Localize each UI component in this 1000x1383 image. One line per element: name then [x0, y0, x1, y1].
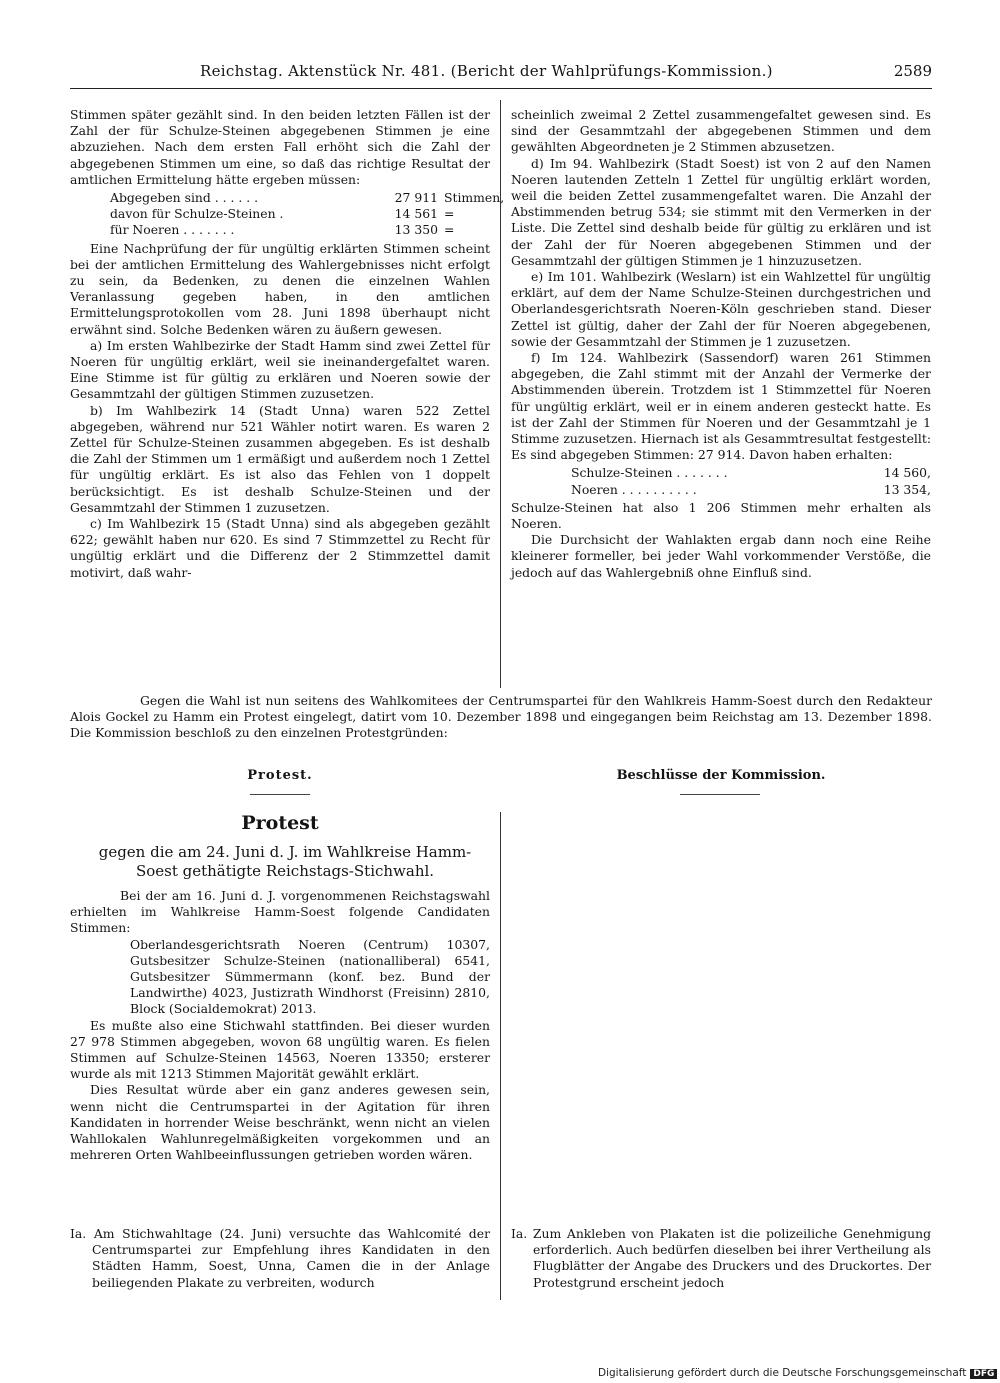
- commission-item-ia: Ia. Zum Ankleben von Plakaten ist die polizeiliche Genehmigung erforderlich. Auch bedürfen dieselben bei ihrer Vertheilung als Flugblätter der Angabe des Druckers und des Druckortes. Der Protestgrund erscheint jedoch: [511, 1226, 931, 1290]
- protest-heading: Protest.: [247, 768, 313, 783]
- paragraph: Die Durchsicht der Wahlakten ergab dann noch eine Reihe kleinerer formeller, bei jeder Wahl vorkommender Verstöße, die jedoch auf das Wahlergebniß ohne Einfluß sind.: [511, 532, 931, 580]
- paragraph: Es mußte also eine Stichwahl stattfinden. Bei dieser wurden 27 978 Stimmen abgegeben, wovon 68 ungültig waren. Es fielen Stimmen auf Schulze-Steinen 14563, Noeren 13350; ersterer wurde als mit 1213 Stimmen Majorität gewählt erklärt.: [70, 1017, 490, 1082]
- divider: [250, 794, 310, 795]
- table-row: Abgegeben sind . . . . . . 27 911 Stimmen,: [110, 190, 505, 206]
- table-row: Noeren . . . . . . . . . . 13 354,: [571, 481, 931, 497]
- protest-body: [70, 888, 490, 1163]
- divider: [680, 794, 760, 795]
- result-table: [571, 465, 931, 497]
- header-rule: [70, 88, 932, 89]
- page-header: [70, 62, 932, 88]
- column-divider: [500, 812, 501, 1300]
- commission-heading: Beschlüsse der Kommission.: [616, 768, 826, 783]
- table-row: davon für Schulze-Steinen . 14 561 =: [110, 206, 455, 222]
- full-width-paragraph: Gegen die Wahl ist nun seitens des Wahlkomitees der Centrumspartei für den Wahlkreis Hamm-Soest durch den Redakteur Alois Gockel zu Hamm ein Protest eingelegt, datirt vom 10. Dezember 1898 und eingegangen beim Reichstag am 13. Dezember 1898. Die Kommission beschloß zu den einzelnen Protestgründen:: [70, 693, 932, 741]
- running-title: Reichstag. Aktenstück Nr. 481. (Bericht der Wahlprüfungs-Kommission.): [200, 62, 773, 80]
- column-divider: [500, 100, 501, 688]
- paragraph: Bei der am 16. Juni d. J. vorgenommenen Reichstagswahl erhielten im Wahlkreise Hamm-Soest folgende Candidaten Stimmen:: [70, 888, 490, 936]
- item-f: f) Im 124. Wahlbezirk (Sassendorf) waren 261 Stimmen abgegeben, die Zahl stimmt mit der Anzahl der Vermerke der Abstimmenden überein. Trotzdem ist 1 Stimmzettel für Noeren für ungültig erklärt, weil er in einem anderen gesteckt hatte. Es ist der Zahl der Stimmen für Noeren und der Gesammtzahl je 1 Stimme zuzusetzen. Hiernach ist als Gesammtresultat festgestellt: Es sind abgegeben Stimmen: 27 914. Davon haben erhalten:: [511, 350, 931, 463]
- item-d: d) Im 94. Wahlbezirk (Stadt Soest) ist von 2 auf den Namen Noeren lautenden Zetteln 1 Zettel für ungültig erklärt worden, weil die beiden Zettel zusammengefaltet waren. Die Anzahl der Abstimmenden betrug 534; sie stimmt mit den Vermerken in der Liste. Die Zettel sind deshalb beide für gültig zu erklären und ist der Zahl der für Noeren abgegebenen Stimmen und der Gesammtzahl der gültigen Stimmen je 1 hinzuzusetzen.: [511, 155, 931, 268]
- item-b: b) Im Wahlbezirk 14 (Stadt Unna) waren 522 Zettel abgegeben, während nur 521 Wähler notirt waren. Es waren 2 Zettel für Schulze-Steinen zusammen abgegeben. Es ist deshalb die Zahl der Stimmen um 1 ermäßigt und außerdem noch 1 Zettel für ungültig erklärt. Es ist also das Fehlen von 1 doppelt berücksichtigt. Es ist deshalb Schulze-Steinen und der Gesammtzahl der Stimmen 1 zuzusetzen.: [70, 402, 490, 515]
- paragraph: Dies Resultat würde aber ein ganz anderes gewesen sein, wenn nicht die Centrumspartei in der Agitation für ihren Kandidaten in horrender Weise beschränkt, wenn nicht an vielen Wahllokalen Wahlunregelmäßigkeiten vorgekommen und an mehreren Orten Wahlbeeinflussungen getrieben worden wären.: [70, 1082, 490, 1163]
- item-e: e) Im 101. Wahlbezirk (Weslarn) ist ein Wahlzettel für ungültig erklärt, auf dem der Name Schulze-Steinen durchgestrichen und Oberlandesgerichtsrath Noeren-Köln geschrieben stand. Dieser Zettel ist gültig, daher der Zahl der für Noeren abgegebenen, sowie der Gesammtzahl der Stimmen je 1 zuzusetzen.: [511, 269, 931, 349]
- protest-title: Protest: [241, 812, 319, 834]
- footer-text: Digitalisierung gefördert durch die Deutsche Forschungsgemeinschaft: [598, 1367, 967, 1379]
- protest-subtitle: gegen die am 24. Juni d. J. im Wahlkreise Hamm-Soest gethätigte Reichstags-Stichwahl.: [98, 843, 472, 880]
- item-a: a) Im ersten Wahlbezirke der Stadt Hamm sind zwei Zettel für Noeren für ungültig erklärt, weil sie ineinandergefaltet waren. Eine Stimme ist für gültig zu erklären und Noeren sowie der Gesammtzahl der gültigen Stimmen zuzusetzen.: [70, 337, 490, 402]
- left-column: [70, 107, 505, 581]
- paragraph: Eine Nachprüfung der für ungültig erklärten Stimmen scheint bei der amtlichen Ermittelung des Wahlergebnisses nicht erfolgt zu sein, da Bedenken, zu denen die einzelnen Wahlen Veranlassung gegeben haben, in den amtlichen Ermittelungsprotokollen vom 28. Juni 1898 überhaupt nicht erwähnt sind. Solche Bedenken wären zu äußern gewesen.: [70, 240, 490, 337]
- table-row: Schulze-Steinen . . . . . . . 14 560,: [571, 465, 931, 481]
- vote-table: [110, 190, 505, 239]
- protest-item-ia: Ia. Am Stichwahltage (24. Juni) versuchte das Wahlcomité der Centrumspartei zur Empfehlung ihres Kandidaten in den Städten Hamm, Soest, Unna, Camen die in der Anlage beiliegenden Plakate zu verbreiten, wodurch: [70, 1226, 490, 1290]
- paragraph: scheinlich zweimal 2 Zettel zusammengefaltet gewesen sind. Es sind der Gesammtzahl der abgegebenen Stimmen und dem gewählten Abgeordneten je 2 Stimmen abzusetzen.: [511, 107, 931, 155]
- dfg-logo: DFG: [970, 1369, 997, 1379]
- table-row: für Noeren . . . . . . . 13 350 =: [110, 222, 455, 238]
- item-c: c) Im Wahlbezirk 15 (Stadt Unna) sind als abgegeben gezählt 622; gewählt haben nur 620. Es sind 7 Stimmzettel zu Recht für ungültig erklärt und die Differenz der 2 Stimmzettel damit motivirt, daß wahr-: [70, 516, 490, 580]
- paragraph: Schulze-Steinen hat also 1 206 Stimmen mehr erhalten als Noeren.: [511, 499, 931, 532]
- candidate-list: Oberlandesgerichtsrath Noeren (Centrum) 10307, Gutsbesitzer Schulze-Steinen (nationalliberal) 6541, Gutsbesitzer Sümmermann (konf. bez. Bund der Landwirthe) 4023, Justizrath Windhorst (Freisinn) 2810, Block (Socialdemokrat) 2013.: [130, 936, 490, 1017]
- footer: [598, 1367, 997, 1379]
- paragraph: Stimmen später gezählt sind. In den beiden letzten Fällen ist der Zahl der für Schulze-Steinen abgegebenen Stimmen je eine abzuziehen. Nach dem ersten Fall erhöht sich die Zahl der abgegebenen Stimmen um eine, so daß das richtige Resultat der amtlichen Ermittelung hätte ergeben müssen:: [70, 107, 490, 187]
- right-column: [511, 107, 931, 581]
- page-number: 2589: [893, 62, 932, 80]
